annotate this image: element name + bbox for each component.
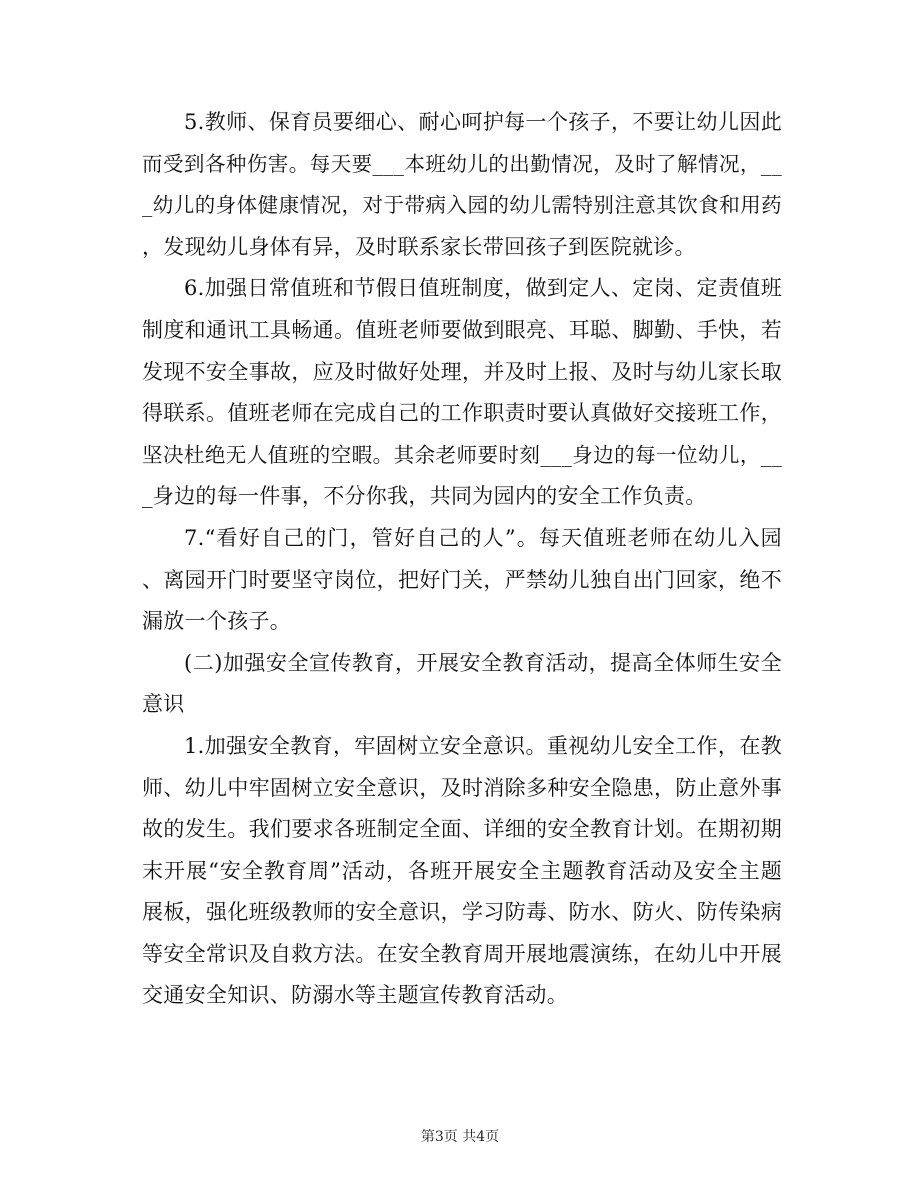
text-line: 6.加强日常值班和节假日值班制度，做到定人、定岗、定责值班 [184, 276, 782, 301]
text-line: 1.加强安全教育，牢固树立安全意识。重视幼儿安全工作，在教 [184, 733, 782, 758]
text-line: 坚决杜绝无人值班的空暇。其余老师要时刻___身边的每一位幼儿，__ [142, 442, 782, 467]
text-line: ，发现幼儿身体有异，及时联系家长带回孩子到医院就诊。 [142, 234, 696, 259]
text-line: 漏放一个孩子。 [142, 609, 292, 634]
text-line: 、离园开门时要坚守岗位，把好门关，严禁幼儿独自出门回家，绝不 [142, 567, 782, 592]
paragraph-6 [142, 268, 782, 518]
text-line: 制度和通讯工具畅通。值班老师要做到眼亮、耳聪、脚勤、手快，若 [142, 317, 782, 342]
text-line: _幼儿的身体健康情况，对于带病入园的幼儿需特别注意其饮食和用药 [142, 193, 782, 218]
text-line: 交通安全知识、防溺水等主题宣传教育活动。 [142, 983, 568, 1008]
text-line: 师、幼儿中牢固树立安全意识，及时消除多种安全隐患，防止意外事 [142, 775, 782, 800]
text-line: 末开展“安全教育周”活动，各班开展安全主题教育活动及安全主题 [142, 858, 782, 883]
text-line: (二)加强安全宣传教育，开展安全教育活动，提高全体师生安全 [184, 650, 782, 675]
text-line: 展板，强化班级教师的安全意识，学习防毒、防水、防火、防传染病 [142, 900, 782, 925]
section-heading-2 [142, 643, 782, 726]
text-line: 得联系。值班老师在完成自己的工作职责时要认真做好交接班工作， [142, 401, 782, 426]
paragraph-7 [142, 518, 782, 643]
text-line: 发现不安全事故，应及时做好处理，并及时上报、及时与幼儿家长取 [142, 359, 782, 384]
text-line: 故的发生。我们要求各班制定全面、详细的安全教育计划。在期初期 [142, 817, 782, 842]
text-line: _身边的每一件事，不分你我，共同为园内的安全工作负责。 [142, 484, 707, 509]
text-line: 5.教师、保育员要细心、耐心呵护每一个孩子，不要让幼儿因此 [184, 110, 782, 134]
text-line: 而受到各种伤害。每天要___本班幼儿的出勤情况，及时了解情况，__ [142, 151, 782, 176]
text-line: 7.“看好自己的门，管好自己的人”。每天值班老师在幼儿入园 [184, 525, 782, 550]
page-number: 第3页 共4页 [420, 1129, 500, 1145]
document-body [142, 102, 782, 1017]
paragraph-1 [142, 726, 782, 1017]
text-line: 意识 [142, 692, 185, 717]
paragraph-5 [142, 102, 782, 268]
text-line: 等安全常识及自救方法。在安全教育周开展地震演练，在幼儿中开展 [142, 941, 782, 966]
